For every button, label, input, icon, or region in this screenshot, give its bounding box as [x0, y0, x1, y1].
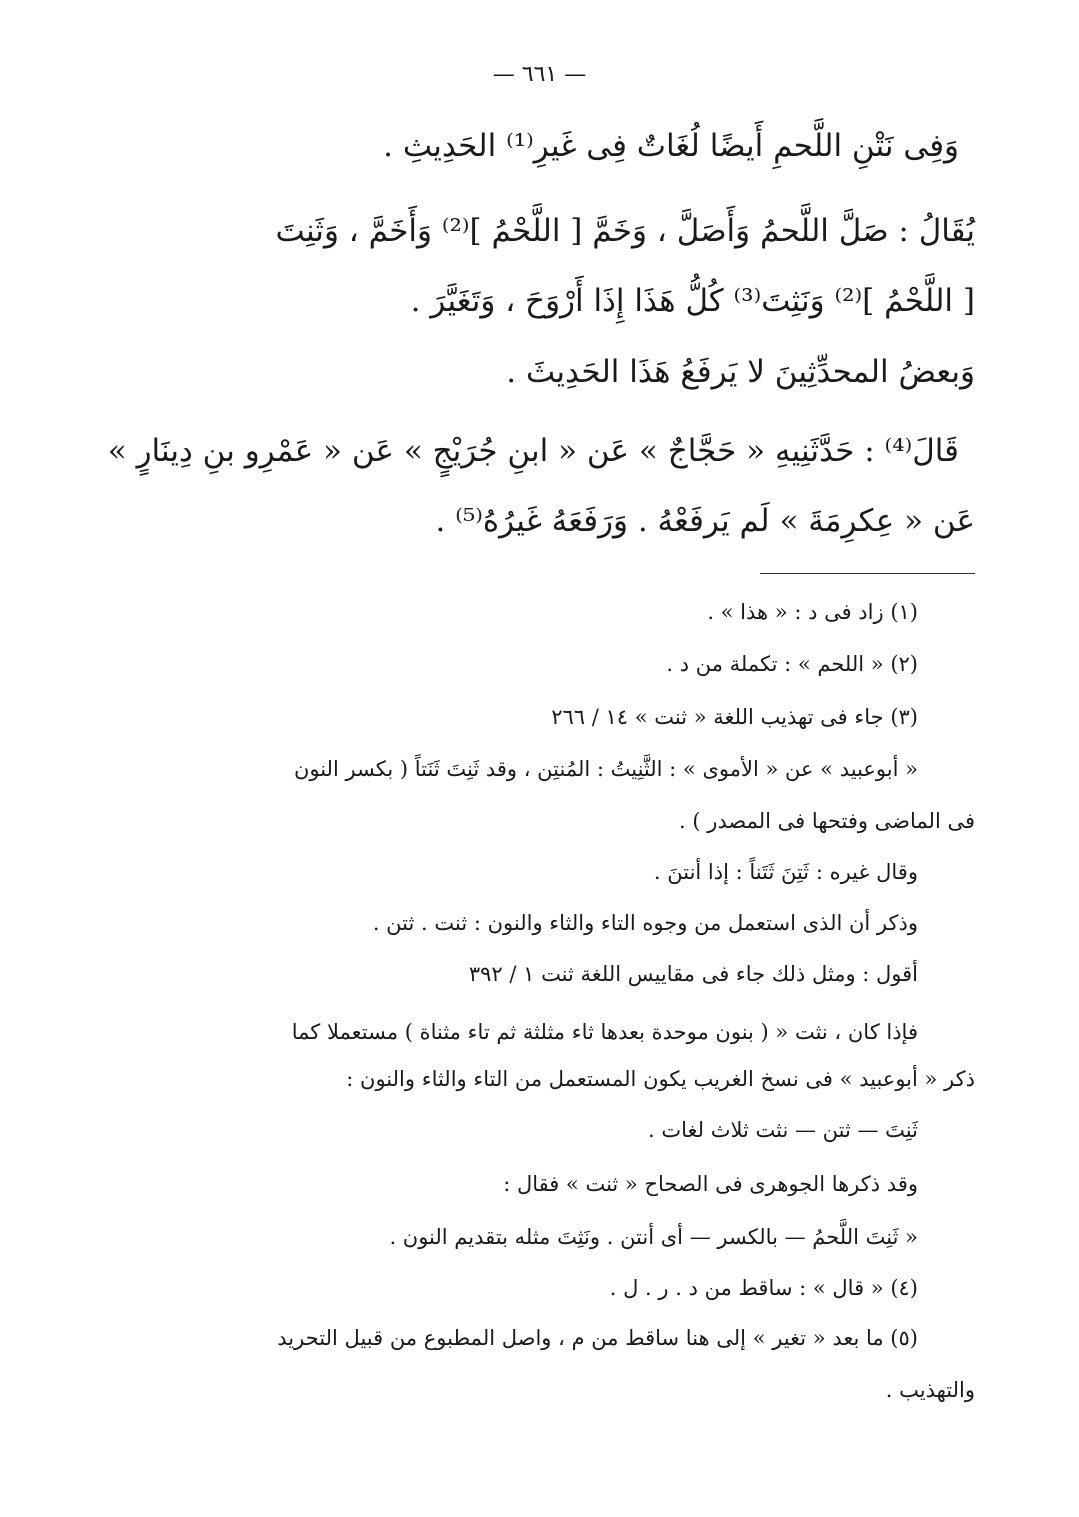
footnote-line-10: ذكر « أبوعبيد » فى نسخ الغريب يكون المستعمل من التاء والثاء والنون :	[346, 1067, 975, 1091]
footnote-line-7: وذكر أن الذى استعمل من وجوه التاء والثاء والنون : ثنت . ثتن .	[372, 911, 918, 935]
main-line-4: وَبعضُ المحدِّثِينَ لا يَرفَعُ هَذَا الحَدِيثَ .	[506, 354, 975, 390]
footnote-line-8: أقول : ومثل ذلك جاء فى مقاييس اللغة ثنت ١ / ٣٩٢	[468, 962, 918, 986]
footnote-line-2: (٢) « اللحم » : تكملة من د .	[666, 652, 918, 676]
footnote-line-3: (٣) جاء فى تهذيب اللغة « ثنت » ١٤ / ٢٦٦	[551, 705, 918, 729]
footnote-line-12: وقد ذكرها الجوهرى فى الصحاح « ثنت » فقال :	[503, 1172, 918, 1196]
footnote-line-6: وقال غيره : ثَتِنَ ثَتَناً : إذا أنتنَ .	[653, 860, 918, 884]
main-line-1: وَفِى نَتْنِ اللَّحمِ أَيضًا لُغَاتٌ فِى غَيرِ⁽¹⁾ الحَدِيثِ .	[383, 128, 959, 164]
footnote-line-5: فى الماضى وفتحها فى المصدر ) .	[678, 809, 975, 833]
main-line-6: عَن « عِكرِمَةَ » لَم يَرفَعْهُ . وَرَفَعَهُ غَيرُهُ⁽⁵⁾ .	[435, 503, 975, 539]
footnote-line-11: ثَنِتَ — ثتن — نثت ثلاث لغات .	[647, 1118, 918, 1142]
main-line-2: يُقَالُ : صَلَّ اللَّحمُ وَأَصَلَّ ، وَخَمَّ [ اللَّحْمُ ]⁽²⁾ وَأَخَمَّ ، وَثَنِتَ	[275, 213, 975, 249]
footnote-line-4: « أبوعبيد » عن « الأموى » : الثَّنِيتُ : المُنتِن ، وقد ثَنِتَ ثَنَتاً ( بكسر النون	[293, 757, 918, 781]
page-number: — ٦٦١ —	[492, 62, 587, 87]
footnote-line-13: « ثَنِتَ اللَّحمُ — بالكسر — أى أنتن . ونَثِتَ مثله بتقديم النون .	[389, 1225, 918, 1249]
footnote-line-15: (٥) ما بعد « تغير » إلى هنا ساقط من م ، واصل المطبوع من قبيل التحريد	[277, 1326, 918, 1350]
main-line-3: [ اللَّحْمُ ]⁽²⁾ وَنَثِتَ⁽³⁾ كُلُّ هَذَا إِذَا أَرْوَحَ ، وَتَغَيَّرَ .	[410, 283, 975, 319]
footnote-line-14: (٤) « قال » : ساقط من د . ر . ل .	[609, 1276, 918, 1300]
footnote-line-16: والتهذيب .	[885, 1378, 975, 1402]
footnote-separator	[760, 573, 975, 574]
footnote-line-1: (١) زاد فى د : « هذا » .	[707, 600, 918, 624]
footnote-line-9: فإذا كان ، نثت « ( بنون موحدة بعدها ثاء مثلثة ثم تاء مثناة ) مستعملا كما	[291, 1020, 918, 1044]
main-line-5: قَالَ⁽⁴⁾ : حَدَّثَنِيهِ « حَجَّاجٌ » عَن « ابنِ جُرَيْجٍ » عَن « عَمْرِو بنِ دِينَارٍ »	[107, 433, 959, 469]
